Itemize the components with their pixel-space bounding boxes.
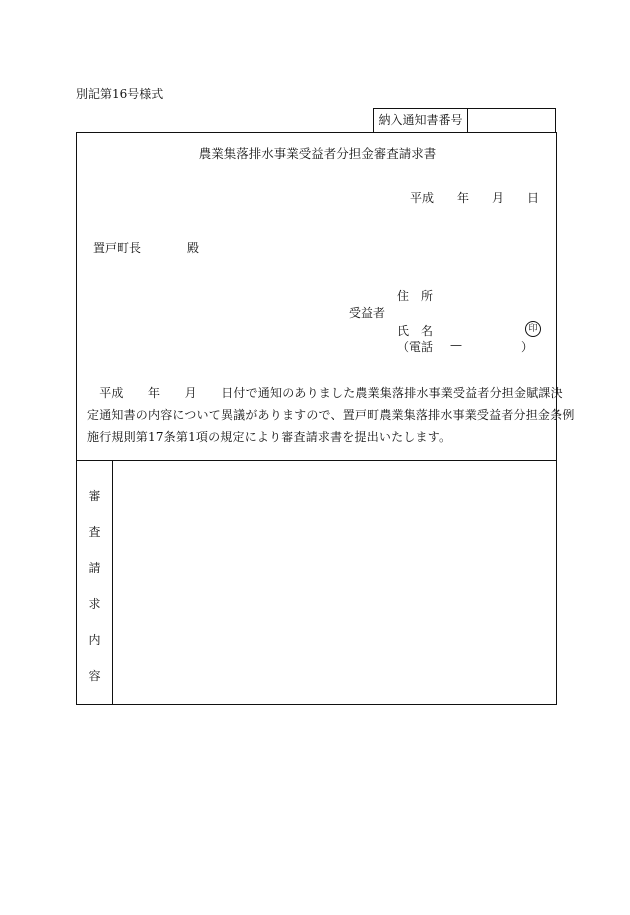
form-number-label: 別記第16号様式	[76, 87, 164, 101]
phone-dash: —	[450, 338, 462, 352]
address-label: 住 所	[397, 289, 434, 303]
phone-open-label: （電話	[397, 340, 434, 354]
form-frame	[76, 132, 575, 705]
body-text-line-3: 施行規則第17条第1項の規定により審査請求書を提出いたします。	[87, 430, 452, 444]
notice-number-box	[373, 108, 556, 132]
notice-number-field[interactable]	[468, 109, 555, 132]
request-label-char: 請	[88, 561, 101, 575]
date-month-label: 月	[492, 191, 505, 205]
request-content-area[interactable]	[113, 461, 556, 704]
notice-number-label: 納入通知書番号	[374, 109, 468, 132]
request-label-char: 求	[88, 597, 101, 611]
request-label-char: 容	[88, 669, 101, 683]
date-era: 平成	[410, 191, 435, 205]
request-label-char: 査	[88, 525, 101, 539]
body-text-line-1: 平成 年 月 日付で通知のありました農業集落排水事業受益者分担金賦課決	[87, 386, 563, 400]
seal-mark: 印	[525, 321, 541, 337]
date-year-label: 年	[457, 191, 470, 205]
form-title: 農業集落排水事業受益者分担金審査請求書	[198, 146, 437, 161]
phone-close: ）	[521, 340, 534, 354]
addressee-name: 置戸町長	[93, 241, 142, 255]
name-label: 氏 名	[397, 324, 434, 338]
requester-label: 受益者	[349, 306, 386, 320]
body-text-line-2: 定通知書の内容について異議がありますので、置戸町農業集落排水事業受益者分担金条例	[87, 408, 575, 422]
request-label-char: 内	[88, 633, 101, 647]
date-day-label: 日	[527, 191, 540, 205]
addressee-honorific: 殿	[187, 241, 200, 255]
request-label-char: 審	[88, 489, 101, 503]
